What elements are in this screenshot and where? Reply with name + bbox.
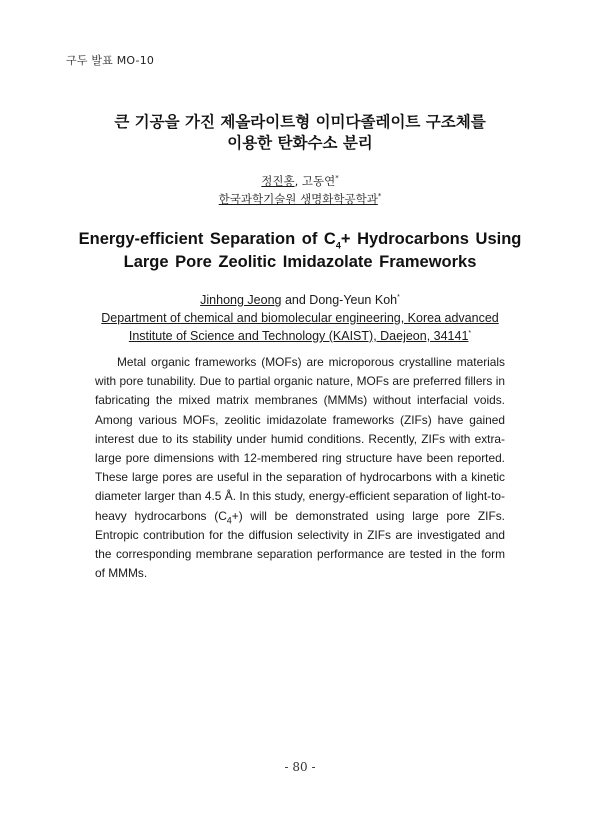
english-author-1: Jinhong Jeong (200, 293, 282, 307)
page-number: - 80 - (284, 760, 316, 774)
english-title-line-1-pre: Energy-efficient Separation of C (78, 230, 336, 248)
english-affiliation (40, 309, 560, 345)
abstract-paragraph (95, 353, 505, 583)
english-affiliation-mark: * (468, 329, 472, 337)
abstract-text-part-2: +) will be demonstrated using large pore ZIFs. Entropic contribution for the diffusion selectivity in ZIFs are investigated and the corresponding membrane separation performance are tested in the form of MMMs. (95, 508, 505, 581)
korean-affiliation-text: 한국과학기술원 생명화학공학과 (218, 192, 378, 206)
english-authors (40, 291, 560, 309)
english-title-line-1 (40, 228, 560, 251)
english-title-line-2: Large Pore Zeolitic Imidazolate Frameworks (123, 253, 477, 271)
english-affiliation-line-1-text: Department of chemical and biomolecular engineering, Korea advanced (101, 311, 499, 325)
korean-affiliation (40, 190, 560, 208)
english-affiliation-line-2-text: Institute of Science and Technology (KAIST), Daejeon, 34141 (128, 329, 469, 343)
korean-author-separator: , (294, 174, 302, 188)
english-affiliation-line-2 (40, 327, 560, 345)
abstract-text-part-1: Metal organic frameworks (MOFs) are microporous crystalline materials with pore tunability. Due to partial organic nature, MOFs are preferred fillers in fabricating the mixed matrix membranes (MMMs) without interfacial voids. Among various MOFs, zeolitic imidazolate frameworks (ZIFs) have gained interest due to its stability under humid conditions. Recently, ZIFs with extra-large pore dimensions with 12-membered ring structure have been reported. These large pores are useful in the separation of hydrocarbons with a kinetic diameter larger than 4.5 Å. In this study, energy-efficient separation of light-to-heavy hydrocarbons (C (95, 355, 505, 523)
korean-author-2-mark: * (335, 174, 339, 183)
english-title (40, 228, 560, 274)
korean-author-2: 고동연 (301, 174, 336, 188)
english-author-2-mark: * (397, 293, 400, 301)
korean-authors (40, 172, 560, 190)
english-author-2: Dong-Yeun Koh (309, 293, 398, 307)
english-title-subscript: 4 (335, 240, 341, 251)
english-author-conjunction: and (281, 293, 310, 307)
english-affiliation-line-1 (40, 309, 560, 327)
korean-title-line-2: 이용한 탄화수소 분리 (227, 134, 373, 152)
korean-title (40, 112, 560, 154)
korean-title-line-1: 큰 기공을 가진 제올라이트형 이미다졸레이트 구조체를 (114, 113, 486, 131)
abstract-subscript: 4 (226, 515, 232, 525)
korean-author-1: 정진홍 (261, 174, 295, 188)
session-label: 구두 발표 MO-10 (66, 54, 155, 67)
english-title-line-1-post: + Hydrocarbons Using (340, 230, 522, 248)
korean-affiliation-mark: * (377, 192, 382, 201)
